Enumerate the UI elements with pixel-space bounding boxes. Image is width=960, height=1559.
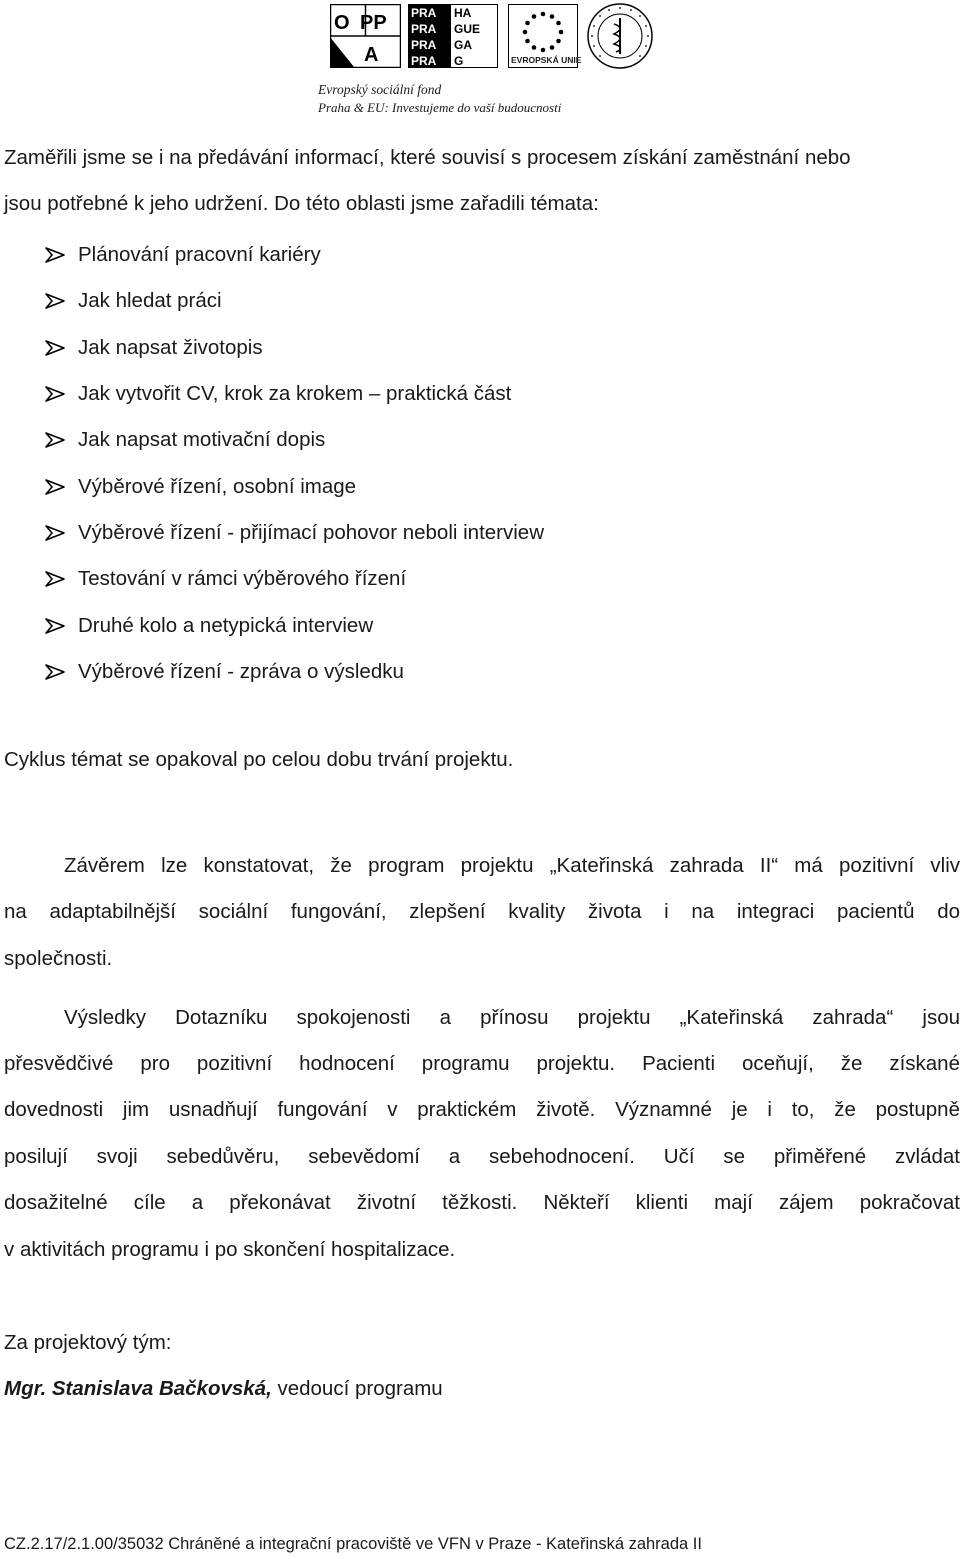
signatory-role: vedoucí programu — [271, 1377, 443, 1400]
svg-text:A: A — [364, 44, 379, 66]
topic-label: Testování v rámci výběrového řízení — [78, 567, 407, 591]
topic-label: Jak napsat životopis — [78, 335, 263, 359]
results-line-6: v aktivitách programu i po skončení hospitalizace. — [4, 1238, 456, 1261]
cycle-text: Cyklus témat se opakoval po celou dobu trvání projektu. — [4, 748, 514, 771]
arrowhead-bullet-icon — [44, 340, 66, 356]
topic-label: Výběrové řízení - zpráva o výsledku — [78, 659, 404, 683]
topic-label: Jak vytvořit CV, krok za krokem – praktická část — [78, 382, 512, 406]
arrowhead-bullet-icon — [44, 571, 66, 587]
list-item — [44, 556, 544, 602]
results-line-5: dosažitelné cíle a překonávat životní těžkosti. Někteří klienti mají zájem pokračovat — [4, 1191, 960, 1214]
results-line-3: dovednosti jim usnadňují fungování v praktickém životě. Významné je i to, že postupně — [4, 1098, 960, 1121]
list-item — [44, 325, 544, 371]
topic-label: Výběrové řízení, osobní image — [78, 474, 357, 498]
list-item — [44, 510, 544, 556]
arrowhead-bullet-icon — [44, 479, 66, 495]
list-item — [44, 649, 544, 695]
arrowhead-bullet-icon — [44, 664, 66, 680]
praha-logo — [408, 4, 498, 68]
list-item — [44, 278, 544, 324]
intro-line-2: jsou potřebné k jeho udržení. Do této oblasti jsme zařadili témata: — [4, 192, 599, 215]
footer-project-id: CZ.2.17/2.1.00/35032 Chráněné a integrační pracoviště ve VFN v Praze - Kateřinská zahrada II — [4, 1535, 702, 1553]
topic-label: Plánování pracovní kariéry — [78, 243, 321, 267]
topic-label: Druhé kolo a netypická interview — [78, 613, 374, 637]
svg-text:HA: HA — [454, 6, 472, 20]
eu-label: EVROPSKÁ UNIE — [511, 55, 582, 65]
faculty-seal-logo — [586, 2, 654, 70]
list-item — [44, 463, 544, 509]
signature-line — [4, 1377, 443, 1401]
svg-text:PP: PP — [360, 12, 387, 34]
header-logos — [318, 2, 650, 115]
arrowhead-bullet-icon — [44, 247, 66, 263]
arrowhead-bullet-icon — [44, 386, 66, 402]
list-item — [44, 371, 544, 417]
eu-flag-logo — [508, 4, 582, 68]
results-line-1: Výsledky Dotazníku spokojenosti a přínosu projektu „Kateřinská zahrada“ jsou — [64, 1006, 960, 1029]
arrowhead-bullet-icon — [44, 293, 66, 309]
conclusion-line-3: společnosti. — [4, 947, 113, 970]
arrowhead-bullet-icon — [44, 525, 66, 541]
tagline-praha-eu: Praha & EU: Investujeme do vaší budoucnosti — [318, 100, 562, 115]
svg-text:GA: GA — [454, 38, 472, 52]
tagline-esf: Evropský sociální fond — [318, 82, 442, 97]
conclusion-line-2: na adaptabilnější sociální fungování, zlepšení kvality života i na integraci pacientů do — [4, 900, 960, 923]
list-item — [44, 417, 544, 463]
arrowhead-bullet-icon — [44, 432, 66, 448]
arrowhead-bullet-icon — [44, 618, 66, 634]
topic-label: Jak hledat práci — [78, 289, 222, 313]
list-item — [44, 232, 544, 278]
conclusion-line-1: Závěrem lze konstatovat, že program projektu „Kateřinská zahrada II“ má pozitivní vliv — [64, 854, 960, 877]
svg-text:PRA: PRA — [411, 54, 437, 68]
topic-label: Výběrové řízení - přijímací pohovor neboli interview — [78, 520, 545, 544]
results-line-2: přesvědčivé pro pozitivní hodnocení programu projektu. Pacienti oceňují, že získané — [4, 1052, 960, 1075]
results-line-4: posilují svoji sebedůvěru, sebevědomí a sebehodnocení. Učí se přiměřené zvládat — [4, 1145, 960, 1168]
svg-text:PRA: PRA — [411, 38, 437, 52]
list-item — [44, 602, 544, 648]
team-label: Za projektový tým: — [4, 1331, 172, 1354]
intro-line-1: Zaměřili jsme se i na předávání informací, které souvisí s procesem získání zaměstnání nebo — [4, 146, 851, 169]
svg-text:O: O — [334, 12, 350, 34]
topic-label: Jak napsat motivační dopis — [78, 428, 326, 452]
oppa-logo — [330, 4, 401, 68]
svg-text:PRA: PRA — [411, 6, 437, 20]
signatory-name: Mgr. Stanislava Bačkovská, — [4, 1377, 272, 1400]
topics-list — [44, 232, 544, 695]
svg-text:GUE: GUE — [454, 22, 481, 36]
svg-text:G: G — [454, 54, 464, 68]
svg-text:PRA: PRA — [411, 22, 437, 36]
